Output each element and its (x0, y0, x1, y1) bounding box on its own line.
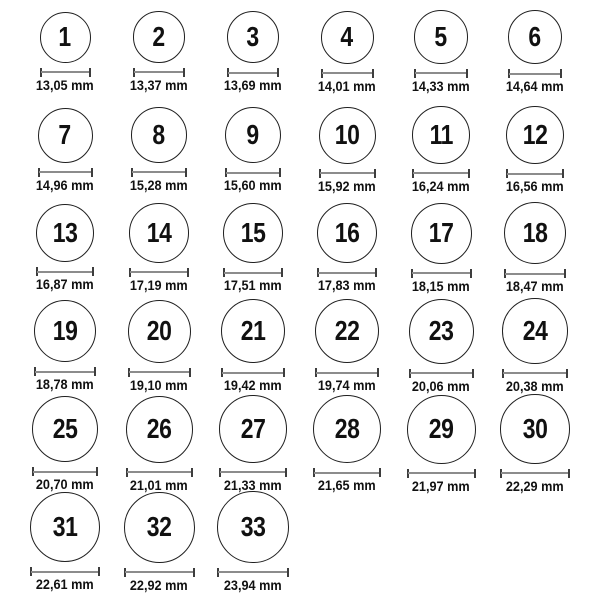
ring-size-number: 13 (52, 217, 78, 249)
ruler-tick-right-icon (193, 568, 195, 577)
diameter-ruler (502, 369, 568, 378)
ring-size-cell (18, 100, 112, 198)
diameter-label: 19,74 mm (318, 378, 376, 394)
diameter-label: 16,87 mm (36, 277, 94, 293)
ruler-tick-right-icon (377, 368, 379, 377)
ring-size-cell (300, 2, 394, 100)
diameter-ruler (313, 468, 382, 477)
ruler-line (503, 372, 567, 374)
ruler-tick-right-icon (472, 369, 474, 378)
ruler-tick-right-icon (189, 368, 191, 377)
ring-size-number: 17 (428, 217, 454, 249)
ring-size-number: 7 (58, 119, 72, 151)
ring-circle (128, 300, 191, 363)
ruler-tick-right-icon (285, 468, 287, 477)
ruler-line (37, 271, 94, 273)
ring-circle (36, 204, 95, 263)
ring-circle (40, 12, 91, 63)
ruler-tick-right-icon (566, 369, 568, 378)
diameter-label: 17,19 mm (130, 277, 188, 293)
ring-size-number: 3 (246, 21, 260, 53)
ring-circle (126, 396, 193, 463)
ruler-tick-right-icon (89, 68, 91, 77)
ruler-tick-right-icon (562, 169, 564, 178)
diameter-ruler (223, 268, 283, 277)
ring-circle (30, 492, 100, 562)
ruler-line (413, 172, 469, 174)
diameter-label: 14,64 mm (506, 79, 564, 95)
ring-circle (32, 396, 99, 463)
ring-size-cell (18, 394, 112, 492)
ring-circle (504, 202, 566, 264)
ruler-line (129, 371, 190, 373)
ruler-line (130, 271, 188, 273)
diameter-label: 13,05 mm (36, 77, 94, 93)
ring-size-cell (112, 394, 206, 492)
ring-size-number: 22 (334, 315, 360, 347)
diameter-label: 15,92 mm (318, 178, 376, 194)
diameter-label: 20,06 mm (412, 378, 470, 394)
ruler-line (505, 273, 565, 275)
ring-size-number: 27 (240, 413, 266, 445)
ruler-line (316, 372, 379, 374)
diameter-label: 16,56 mm (506, 179, 564, 195)
ring-size-cell (394, 296, 488, 394)
diameter-ruler (227, 68, 280, 77)
ruler-line (318, 272, 377, 274)
ring-circle (227, 11, 280, 64)
ruler-line (412, 272, 471, 274)
ruler-tick-right-icon (277, 68, 279, 77)
diameter-ruler (126, 468, 193, 477)
diameter-label: 14,96 mm (36, 177, 94, 193)
ring-size-cell (394, 198, 488, 296)
ruler-tick-right-icon (560, 69, 562, 78)
ring-size-number: 6 (528, 21, 542, 53)
ring-size-number: 10 (334, 119, 360, 151)
diameter-label: 15,60 mm (224, 178, 282, 194)
ruler-line (322, 72, 373, 74)
diameter-ruler (219, 468, 287, 477)
ruler-line (224, 272, 282, 274)
diameter-label: 17,51 mm (224, 278, 282, 294)
ring-circle (223, 203, 283, 263)
ring-size-number: 14 (146, 217, 172, 249)
ruler-line (509, 73, 561, 75)
ring-size-number: 23 (428, 315, 454, 347)
ruler-tick-right-icon (279, 168, 281, 177)
ring-circle (506, 106, 564, 164)
ruler-tick-right-icon (374, 169, 376, 178)
ruler-line (39, 171, 92, 173)
diameter-ruler (411, 269, 472, 278)
ring-size-cell (112, 492, 206, 593)
diameter-ruler (34, 367, 97, 376)
ring-size-cell (394, 100, 488, 198)
ruler-tick-right-icon (466, 69, 468, 78)
diameter-label: 17,83 mm (318, 278, 376, 294)
diameter-label: 16,24 mm (412, 178, 470, 194)
ring-size-cell (18, 492, 112, 593)
ring-circle (502, 298, 568, 364)
ring-circle (315, 299, 380, 364)
diameter-label: 21,01 mm (130, 477, 188, 493)
ring-circle (217, 491, 289, 563)
ring-size-cell (300, 198, 394, 296)
ruler-line (127, 471, 192, 473)
diameter-ruler (409, 369, 474, 378)
ring-size-cell (112, 296, 206, 394)
ring-size-number: 15 (240, 217, 266, 249)
diameter-ruler (506, 169, 564, 178)
ring-size-number: 24 (522, 315, 548, 347)
diameter-ruler (129, 268, 189, 277)
diameter-label: 20,70 mm (36, 477, 94, 493)
ring-size-cell (206, 492, 300, 593)
ring-size-number: 16 (334, 217, 360, 249)
diameter-label: 22,92 mm (130, 577, 188, 593)
ruler-tick-right-icon (564, 269, 566, 278)
ring-size-number: 4 (340, 21, 354, 53)
ruler-tick-right-icon (185, 168, 187, 177)
ruler-line (31, 571, 99, 573)
ring-size-cell (488, 198, 582, 296)
diameter-label: 21,33 mm (224, 477, 282, 493)
ruler-line (35, 371, 96, 373)
diameter-ruler (407, 469, 476, 478)
diameter-ruler (133, 68, 185, 77)
diameter-label: 22,29 mm (506, 478, 564, 494)
ring-circle (409, 299, 474, 364)
ruler-tick-right-icon (187, 268, 189, 277)
diameter-ruler (500, 469, 570, 478)
ruler-line (220, 471, 286, 473)
ring-circle (319, 107, 376, 164)
diameter-ruler (504, 269, 566, 278)
ring-size-cell (18, 296, 112, 394)
ruler-line (41, 71, 90, 73)
ruler-line (226, 172, 280, 174)
diameter-ruler (221, 368, 285, 377)
ring-size-number: 1 (58, 21, 72, 53)
ring-size-number: 9 (246, 119, 260, 151)
ring-circle (124, 492, 195, 563)
diameter-label: 14,33 mm (412, 78, 470, 94)
ring-circle (411, 203, 472, 264)
ring-size-cell (206, 2, 300, 100)
ring-circle (129, 203, 189, 263)
ruler-line (408, 472, 475, 474)
ruler-line (228, 72, 279, 74)
ruler-tick-right-icon (191, 468, 193, 477)
ring-size-cell (112, 100, 206, 198)
ring-circle (133, 11, 185, 63)
ruler-tick-right-icon (468, 169, 470, 178)
ruler-tick-right-icon (98, 567, 100, 576)
diameter-ruler (36, 267, 95, 276)
diameter-label: 21,97 mm (412, 478, 470, 494)
ring-size-number: 11 (429, 119, 453, 151)
ring-circle (317, 203, 378, 264)
diameter-label: 13,37 mm (130, 77, 188, 93)
diameter-label: 18,78 mm (36, 377, 94, 393)
ring-size-cell (112, 2, 206, 100)
ring-size-cell (488, 394, 582, 492)
ring-circle (407, 395, 476, 464)
ring-size-cell (300, 100, 394, 198)
diameter-ruler (508, 69, 562, 78)
ring-size-number: 18 (522, 217, 548, 249)
diameter-ruler (317, 268, 378, 277)
ring-size-number: 12 (522, 119, 548, 151)
ring-size-number: 33 (240, 511, 266, 543)
diameter-ruler (412, 169, 470, 178)
ring-circle (313, 395, 382, 464)
ruler-line (222, 372, 284, 374)
ring-size-number: 21 (240, 315, 266, 347)
ring-circle (221, 299, 285, 363)
ruler-line (501, 472, 569, 474)
ring-size-cell (112, 198, 206, 296)
ring-size-number: 30 (522, 413, 548, 445)
ring-size-cell (488, 100, 582, 198)
ruler-tick-right-icon (96, 467, 98, 476)
ruler-line (320, 172, 375, 174)
ruler-tick-right-icon (568, 469, 570, 478)
ring-circle (321, 11, 374, 64)
ruler-tick-right-icon (281, 268, 283, 277)
diameter-label: 19,10 mm (130, 377, 188, 393)
ruler-line (134, 71, 184, 73)
ruler-line (314, 472, 381, 474)
ruler-tick-right-icon (183, 68, 185, 77)
diameter-label: 20,38 mm (506, 378, 564, 394)
ring-size-number: 20 (146, 315, 172, 347)
diameter-ruler (315, 368, 380, 377)
ring-circle (508, 10, 562, 64)
diameter-ruler (40, 68, 91, 77)
ring-size-number: 29 (428, 413, 454, 445)
ring-size-cell (206, 296, 300, 394)
ring-circle (500, 394, 570, 464)
ring-size-number: 5 (434, 21, 448, 53)
ring-size-cell (206, 394, 300, 492)
ruler-tick-right-icon (91, 168, 93, 177)
ruler-line (33, 471, 98, 473)
diameter-label: 13,69 mm (224, 78, 282, 94)
ruler-tick-right-icon (470, 269, 472, 278)
ruler-tick-right-icon (474, 469, 476, 478)
ring-size-cell (488, 296, 582, 394)
diameter-ruler (38, 168, 93, 177)
ruler-tick-right-icon (287, 568, 289, 577)
diameter-ruler (217, 568, 289, 577)
ring-size-number: 2 (152, 21, 166, 53)
ring-size-cell (394, 394, 488, 492)
ring-circle (131, 107, 187, 163)
diameter-label: 19,42 mm (224, 378, 282, 394)
ruler-tick-right-icon (379, 468, 381, 477)
ring-size-number: 25 (52, 413, 78, 445)
diameter-label: 18,47 mm (506, 279, 564, 295)
ring-circle (225, 107, 281, 163)
diameter-label: 15,28 mm (130, 177, 188, 193)
ring-size-cell (300, 394, 394, 492)
ring-size-cell (300, 296, 394, 394)
diameter-label: 14,01 mm (318, 78, 376, 94)
ring-size-number: 19 (52, 315, 78, 347)
ring-circle (414, 10, 468, 64)
ruler-line (125, 571, 194, 573)
diameter-ruler (32, 467, 99, 476)
ring-size-cell (206, 198, 300, 296)
ruler-line (410, 372, 473, 374)
diameter-ruler (225, 168, 281, 177)
diameter-label: 23,94 mm (224, 577, 282, 593)
ruler-line (415, 72, 467, 74)
diameter-ruler (131, 168, 187, 177)
ring-size-number: 32 (146, 511, 172, 543)
ruler-tick-right-icon (94, 367, 96, 376)
diameter-ruler (128, 368, 191, 377)
ruler-line (507, 173, 563, 175)
ruler-line (132, 171, 186, 173)
ring-size-cell (18, 198, 112, 296)
diameter-ruler (30, 567, 100, 576)
ruler-tick-right-icon (92, 267, 94, 276)
diameter-label: 22,61 mm (36, 577, 94, 593)
ruler-line (218, 571, 288, 573)
diameter-ruler (414, 69, 468, 78)
ring-circle (34, 300, 97, 363)
ruler-tick-right-icon (283, 368, 285, 377)
ring-size-number: 26 (146, 413, 172, 445)
ring-circle (412, 106, 470, 164)
ring-size-number: 8 (152, 119, 166, 151)
ring-size-cell (488, 2, 582, 100)
diameter-label: 18,15 mm (412, 278, 470, 294)
ring-size-number: 28 (334, 413, 360, 445)
ruler-tick-right-icon (375, 268, 377, 277)
ring-size-cell (394, 2, 488, 100)
diameter-ruler (321, 69, 374, 78)
ring-circle (219, 395, 287, 463)
ring-size-cell (206, 100, 300, 198)
ring-size-cell (18, 2, 112, 100)
diameter-ruler (319, 169, 376, 178)
ruler-tick-right-icon (372, 69, 374, 78)
ring-size-number: 31 (52, 511, 78, 543)
diameter-ruler (124, 568, 195, 577)
diameter-label: 21,65 mm (318, 478, 376, 494)
ring-circle (38, 108, 93, 163)
